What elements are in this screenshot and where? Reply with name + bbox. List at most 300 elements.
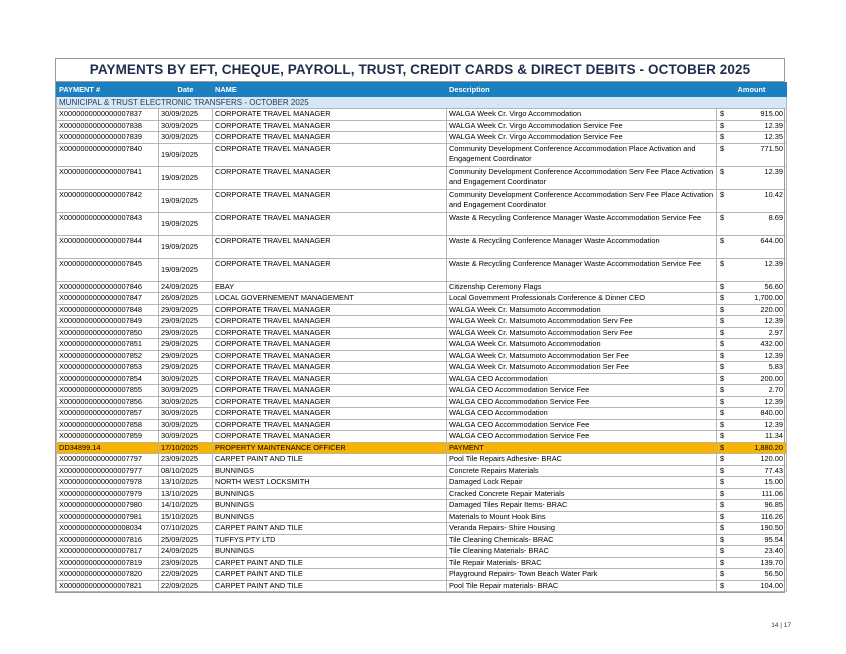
amount-cell — [717, 235, 787, 258]
currency-symbol: $ — [720, 534, 725, 544]
description-cell: Veranda Repairs- Shire Housing — [447, 523, 717, 535]
amount-value: 116.26 — [760, 511, 783, 521]
date-cell: 22/09/2025 — [159, 569, 213, 581]
amount-value: 12.39 — [764, 316, 783, 325]
description-cell: WALGA CEO Accommodation — [447, 373, 717, 385]
payment-number-cell: X0000000000000007851 — [57, 339, 159, 351]
table-row — [57, 534, 787, 546]
table-row — [57, 546, 787, 558]
amount-value: 2.97 — [768, 327, 783, 337]
payee-name-cell: CORPORATE TRAVEL MANAGER — [213, 419, 447, 431]
currency-symbol: $ — [720, 385, 725, 394]
payee-name-cell: CORPORATE TRAVEL MANAGER — [213, 316, 447, 328]
date-cell: 22/09/2025 — [159, 580, 213, 592]
table-row — [57, 339, 787, 351]
table-row — [57, 373, 787, 385]
date-cell: 30/09/2025 — [159, 419, 213, 431]
currency-symbol: $ — [720, 212, 725, 222]
currency-symbol: $ — [720, 109, 725, 118]
table-row — [57, 557, 787, 569]
date-cell: 30/09/2025 — [159, 132, 213, 144]
payment-number-cell: X0000000000000007846 — [57, 281, 159, 293]
date-cell: 30/09/2025 — [159, 431, 213, 443]
currency-symbol: $ — [720, 442, 725, 452]
currency-symbol: $ — [720, 500, 725, 509]
amount-value: 56.60 — [764, 281, 783, 291]
date-cell: 13/10/2025 — [159, 488, 213, 500]
table-row — [57, 454, 787, 466]
description-cell: WALGA Week Cr. Matsumoto Accommodation — [447, 339, 717, 351]
payment-number-cell: X0000000000000007977 — [57, 465, 159, 477]
payee-name-cell: CORPORATE TRAVEL MANAGER — [213, 143, 447, 166]
currency-symbol: $ — [720, 546, 725, 555]
amount-cell — [717, 546, 787, 558]
amount-cell — [717, 362, 787, 374]
payment-number-cell: X0000000000000007979 — [57, 488, 159, 500]
table-row — [57, 293, 787, 305]
table-row — [57, 465, 787, 477]
amount-value: 5.83 — [768, 362, 783, 371]
payment-number-cell: X0000000000000007819 — [57, 557, 159, 569]
table-row — [57, 327, 787, 339]
date-cell: 26/09/2025 — [159, 293, 213, 305]
currency-symbol: $ — [720, 132, 725, 141]
amount-value: 15.00 — [764, 477, 783, 486]
payment-number-cell: X0000000000000007849 — [57, 316, 159, 328]
amount-value: 139.70 — [760, 557, 783, 567]
payee-name-cell: CORPORATE TRAVEL MANAGER — [213, 408, 447, 420]
payment-number-cell: X0000000000000007852 — [57, 350, 159, 362]
amount-cell — [717, 419, 787, 431]
table-row — [57, 166, 787, 189]
table-row — [57, 304, 787, 316]
amount-cell — [717, 212, 787, 235]
payment-number-cell: X0000000000000007844 — [57, 235, 159, 258]
payment-number-cell: X0000000000000007858 — [57, 419, 159, 431]
amount-value: 12.39 — [764, 419, 783, 429]
amount-value: 644.00 — [760, 235, 783, 245]
date-cell: 08/10/2025 — [159, 465, 213, 477]
amount-cell — [717, 408, 787, 420]
amount-cell — [717, 109, 787, 121]
currency-symbol: $ — [720, 465, 725, 475]
description-cell: WALGA Week Cr. Matsumoto Accommodation Serv Fee — [447, 316, 717, 328]
currency-symbol: $ — [720, 431, 725, 440]
currency-symbol: $ — [720, 477, 725, 486]
payee-name-cell: BUNNINGS — [213, 488, 447, 500]
payment-number-cell: X0000000000000007854 — [57, 373, 159, 385]
description-cell: Community Development Conference Accommodation Serv Fee Place Activation and Engagement Coordinator — [447, 189, 717, 212]
payee-name-cell: CORPORATE TRAVEL MANAGER — [213, 350, 447, 362]
table-row — [57, 109, 787, 121]
amount-value: 432.00 — [760, 339, 783, 348]
payment-number-cell: X0000000000000007980 — [57, 500, 159, 512]
amount-cell — [717, 580, 787, 592]
currency-symbol: $ — [720, 293, 725, 302]
amount-value: 8.69 — [768, 212, 783, 222]
amount-value: 220.00 — [760, 304, 783, 314]
currency-symbol: $ — [720, 454, 725, 463]
description-cell: Tile Cleaning Chemicals- BRAC — [447, 534, 717, 546]
payment-number-cell: X0000000000000007853 — [57, 362, 159, 374]
description-cell: WALGA Week Cr. Matsumoto Accommodation Ser Fee — [447, 362, 717, 374]
currency-symbol: $ — [720, 419, 725, 429]
payment-number-cell: X0000000000000007978 — [57, 477, 159, 489]
payment-number-cell: X0000000000000007842 — [57, 189, 159, 212]
date-cell: 29/09/2025 — [159, 304, 213, 316]
description-cell: Damaged Lock Repair — [447, 477, 717, 489]
amount-value: 12.39 — [764, 166, 783, 176]
date-cell: 07/10/2025 — [159, 523, 213, 535]
payee-name-cell: CORPORATE TRAVEL MANAGER — [213, 339, 447, 351]
payee-name-cell: CORPORATE TRAVEL MANAGER — [213, 109, 447, 121]
payment-number-cell: X0000000000000007816 — [57, 534, 159, 546]
amount-value: 771.50 — [760, 143, 783, 153]
currency-symbol: $ — [720, 557, 725, 567]
amount-cell — [717, 477, 787, 489]
payment-number-cell: X0000000000000007857 — [57, 408, 159, 420]
currency-symbol: $ — [720, 235, 725, 245]
table-row — [57, 580, 787, 592]
currency-symbol: $ — [720, 373, 725, 383]
amount-cell — [717, 350, 787, 362]
date-cell: 14/10/2025 — [159, 500, 213, 512]
payee-name-cell: CORPORATE TRAVEL MANAGER — [213, 327, 447, 339]
date-cell: 30/09/2025 — [159, 120, 213, 132]
amount-cell — [717, 339, 787, 351]
description-cell: Waste & Recycling Conference Manager Waste Accommodation — [447, 235, 717, 258]
payment-number-cell: X0000000000000007797 — [57, 454, 159, 466]
table-row — [57, 431, 787, 443]
date-cell: 30/09/2025 — [159, 373, 213, 385]
currency-symbol: $ — [720, 166, 725, 176]
payee-name-cell: BUNNINGS — [213, 546, 447, 558]
section-label: MUNICIPAL & TRUST ELECTRONIC TRANSFERS - OCTOBER 2025 — [57, 97, 787, 109]
currency-symbol: $ — [720, 339, 725, 348]
amount-cell — [717, 523, 787, 535]
table-row — [57, 189, 787, 212]
table-row — [57, 235, 787, 258]
payee-name-cell: CORPORATE TRAVEL MANAGER — [213, 166, 447, 189]
amount-cell — [717, 511, 787, 523]
description-cell: Citizenship Ceremony Flags — [447, 281, 717, 293]
description-cell: Pool Tile Repair materials- BRAC — [447, 580, 717, 592]
table-row — [57, 396, 787, 408]
payee-name-cell: TUFFYS PTY LTD — [213, 534, 447, 546]
amount-value: 12.39 — [764, 350, 783, 360]
table-row — [57, 477, 787, 489]
description-cell: Tile Repair Materials- BRAC — [447, 557, 717, 569]
amount-value: 77.43 — [764, 465, 783, 475]
description-cell: Tile Cleaning Materials- BRAC — [447, 546, 717, 558]
date-cell: 25/09/2025 — [159, 534, 213, 546]
description-cell: WALGA Week Cr. Virgo Accommodation Service Fee — [447, 132, 717, 144]
date-cell: 24/09/2025 — [159, 546, 213, 558]
currency-symbol: $ — [720, 511, 725, 521]
column-header-amount: Amount — [717, 83, 787, 97]
amount-value: 95.54 — [764, 534, 783, 544]
amount-value: 1,700.00 — [754, 293, 783, 302]
currency-symbol: $ — [720, 396, 725, 406]
date-cell: 19/09/2025 — [159, 258, 213, 281]
date-cell: 29/09/2025 — [159, 327, 213, 339]
amount-cell — [717, 442, 787, 454]
payee-name-cell: CARPET PAINT AND TILE — [213, 580, 447, 592]
date-cell: 19/09/2025 — [159, 189, 213, 212]
table-row — [57, 143, 787, 166]
amount-cell — [717, 258, 787, 281]
date-cell: 15/10/2025 — [159, 511, 213, 523]
payment-number-cell: X0000000000000007848 — [57, 304, 159, 316]
column-header-payment: PAYMENT # — [57, 83, 159, 97]
currency-symbol: $ — [720, 316, 725, 325]
description-cell: Damaged Tiles Repair Items- BRAC — [447, 500, 717, 512]
payee-name-cell: CORPORATE TRAVEL MANAGER — [213, 258, 447, 281]
amount-cell — [717, 293, 787, 305]
page-number: 14 | 17 — [771, 622, 791, 629]
description-cell: WALGA Week Cr. Virgo Accommodation Service Fee — [447, 120, 717, 132]
date-cell: 29/09/2025 — [159, 339, 213, 351]
amount-cell — [717, 327, 787, 339]
description-cell: WALGA CEO Accommodation Service Fee — [447, 431, 717, 443]
currency-symbol: $ — [720, 580, 725, 590]
date-cell: 30/09/2025 — [159, 396, 213, 408]
table-row — [57, 316, 787, 328]
payment-number-cell: X0000000000000007845 — [57, 258, 159, 281]
table-row — [57, 523, 787, 535]
amount-value: 120.00 — [760, 454, 783, 463]
payment-number-cell: DD34899.14 — [57, 442, 159, 454]
currency-symbol: $ — [720, 189, 725, 199]
payment-number-cell: X0000000000000007840 — [57, 143, 159, 166]
description-cell: WALGA CEO Accommodation — [447, 408, 717, 420]
table-row — [57, 350, 787, 362]
section-row — [57, 97, 787, 109]
amount-cell — [717, 569, 787, 581]
date-cell: 13/10/2025 — [159, 477, 213, 489]
date-cell: 24/09/2025 — [159, 281, 213, 293]
payment-number-cell: X0000000000000007821 — [57, 580, 159, 592]
table-header-row — [57, 83, 787, 97]
table-row — [57, 569, 787, 581]
amount-cell — [717, 304, 787, 316]
table-row — [57, 408, 787, 420]
payee-name-cell: EBAY — [213, 281, 447, 293]
payment-number-cell: X0000000000000007843 — [57, 212, 159, 235]
description-cell: Community Development Conference Accommodation Serv Fee Place Activation and Engagement Coordinator — [447, 166, 717, 189]
payment-number-cell: X0000000000000007847 — [57, 293, 159, 305]
currency-symbol: $ — [720, 258, 725, 268]
amount-value: 12.39 — [764, 396, 783, 406]
payee-name-cell: CORPORATE TRAVEL MANAGER — [213, 120, 447, 132]
date-cell: 29/09/2025 — [159, 362, 213, 374]
table-row — [57, 385, 787, 397]
amount-cell — [717, 488, 787, 500]
payee-name-cell: CORPORATE TRAVEL MANAGER — [213, 396, 447, 408]
amount-value: 12.39 — [764, 120, 783, 130]
payment-number-cell: X0000000000000007820 — [57, 569, 159, 581]
payment-number-cell: X0000000000000007850 — [57, 327, 159, 339]
column-header-description: Description — [447, 83, 717, 97]
payee-name-cell: CARPET PAINT AND TILE — [213, 569, 447, 581]
description-cell: Community Development Conference Accommodation Place Activation and Engagement Coordinator — [447, 143, 717, 166]
amount-cell — [717, 431, 787, 443]
date-cell: 30/09/2025 — [159, 408, 213, 420]
payee-name-cell: BUNNINGS — [213, 465, 447, 477]
description-cell: Materials to Mount Hook Bins — [447, 511, 717, 523]
description-cell: WALGA Week Cr. Matsumoto Accommodation Ser Fee — [447, 350, 717, 362]
amount-cell — [717, 385, 787, 397]
payee-name-cell: BUNNINGS — [213, 511, 447, 523]
date-cell: 29/09/2025 — [159, 316, 213, 328]
payee-name-cell: CORPORATE TRAVEL MANAGER — [213, 189, 447, 212]
payee-name-cell: BUNNINGS — [213, 500, 447, 512]
payments-table — [56, 82, 787, 592]
amount-cell — [717, 396, 787, 408]
amount-value: 10.42 — [764, 189, 783, 199]
currency-symbol: $ — [720, 362, 725, 371]
page-title: PAYMENTS BY EFT, CHEQUE, PAYROLL, TRUST, CREDIT CARDS & DIRECT DEBITS - OCTOBER 2025 — [56, 59, 784, 82]
description-cell: WALGA CEO Accommodation Service Fee — [447, 385, 717, 397]
amount-cell — [717, 534, 787, 546]
payee-name-cell: CORPORATE TRAVEL MANAGER — [213, 385, 447, 397]
amount-value: 915.00 — [760, 109, 783, 118]
amount-value: 11.34 — [765, 431, 783, 440]
payee-name-cell: NORTH WEST LOCKSMITH — [213, 477, 447, 489]
description-cell: Cracked Concrete Repair Materials — [447, 488, 717, 500]
amount-cell — [717, 373, 787, 385]
currency-symbol: $ — [720, 408, 725, 417]
payment-number-cell: X0000000000000007838 — [57, 120, 159, 132]
amount-cell — [717, 120, 787, 132]
amount-value: 56.50 — [764, 569, 783, 578]
column-header-name: NAME — [213, 83, 447, 97]
payee-name-cell: CORPORATE TRAVEL MANAGER — [213, 132, 447, 144]
date-cell: 23/09/2025 — [159, 454, 213, 466]
table-row — [57, 258, 787, 281]
date-cell: 30/09/2025 — [159, 385, 213, 397]
amount-value: 23.40 — [764, 546, 783, 555]
amount-value: 190.50 — [760, 523, 783, 532]
date-cell: 19/09/2025 — [159, 143, 213, 166]
currency-symbol: $ — [720, 523, 725, 532]
amount-cell — [717, 500, 787, 512]
currency-symbol: $ — [720, 569, 725, 578]
description-cell: Concrete Repairs Materials — [447, 465, 717, 477]
currency-symbol: $ — [720, 304, 725, 314]
payee-name-cell: CORPORATE TRAVEL MANAGER — [213, 304, 447, 316]
table-row — [57, 442, 787, 454]
column-header-date: Date — [159, 83, 213, 97]
currency-symbol: $ — [720, 143, 725, 153]
table-row — [57, 132, 787, 144]
date-cell: 19/09/2025 — [159, 212, 213, 235]
date-cell: 17/10/2025 — [159, 442, 213, 454]
payment-number-cell: X0000000000000007817 — [57, 546, 159, 558]
currency-symbol: $ — [720, 120, 725, 130]
payments-sheet — [55, 58, 785, 593]
payee-name-cell: CARPET PAINT AND TILE — [213, 523, 447, 535]
payment-number-cell: X0000000000000007841 — [57, 166, 159, 189]
description-cell: Playground Repairs- Town Beach Water Park — [447, 569, 717, 581]
amount-cell — [717, 132, 787, 144]
description-cell: Waste & Recycling Conference Manager Waste Accommodation Service Fee — [447, 212, 717, 235]
payee-name-cell: CORPORATE TRAVEL MANAGER — [213, 431, 447, 443]
payee-name-cell: CORPORATE TRAVEL MANAGER — [213, 235, 447, 258]
payee-name-cell: CARPET PAINT AND TILE — [213, 557, 447, 569]
amount-value: 111.06 — [761, 488, 783, 498]
amount-value: 104.00 — [760, 580, 783, 590]
currency-symbol: $ — [720, 350, 725, 360]
description-cell: PAYMENT — [447, 442, 717, 454]
amount-value: 200.00 — [760, 373, 783, 383]
amount-value: 1,880.20 — [754, 442, 783, 452]
currency-symbol: $ — [720, 488, 725, 498]
amount-value: 96.85 — [764, 500, 783, 509]
description-cell: WALGA Week Cr. Matsumoto Accommodation Serv Fee — [447, 327, 717, 339]
payee-name-cell: CARPET PAINT AND TILE — [213, 454, 447, 466]
table-row — [57, 120, 787, 132]
amount-value: 12.35 — [764, 132, 783, 141]
table-row — [57, 281, 787, 293]
date-cell: 23/09/2025 — [159, 557, 213, 569]
amount-cell — [717, 454, 787, 466]
amount-cell — [717, 316, 787, 328]
table-row — [57, 500, 787, 512]
description-cell: Pool Tile Repairs Adhesive- BRAC — [447, 454, 717, 466]
table-row — [57, 419, 787, 431]
description-cell: WALGA CEO Accommodation Service Fee — [447, 396, 717, 408]
description-cell: WALGA Week Cr. Matsumoto Accommodation — [447, 304, 717, 316]
table-row — [57, 488, 787, 500]
amount-cell — [717, 189, 787, 212]
payee-name-cell: CORPORATE TRAVEL MANAGER — [213, 212, 447, 235]
payment-number-cell: X0000000000000007981 — [57, 511, 159, 523]
table-row — [57, 362, 787, 374]
payment-number-cell: X0000000000000007856 — [57, 396, 159, 408]
amount-cell — [717, 465, 787, 477]
description-cell: Waste & Recycling Conference Manager Waste Accommodation Service Fee — [447, 258, 717, 281]
payee-name-cell: CORPORATE TRAVEL MANAGER — [213, 373, 447, 385]
payment-number-cell: X0000000000000007855 — [57, 385, 159, 397]
payment-number-cell: X0000000000000007837 — [57, 109, 159, 121]
payment-number-cell: X0000000000000007859 — [57, 431, 159, 443]
payment-number-cell: X0000000000000008034 — [57, 523, 159, 535]
currency-symbol: $ — [720, 327, 725, 337]
description-cell: Local Government Professionals Conference & Dinner CEO — [447, 293, 717, 305]
date-cell: 30/09/2025 — [159, 109, 213, 121]
amount-value: 840.00 — [760, 408, 783, 417]
payee-name-cell: LOCAL GOVERNEMENT MANAGEMENT — [213, 293, 447, 305]
amount-value: 12.39 — [764, 258, 783, 268]
date-cell: 19/09/2025 — [159, 235, 213, 258]
date-cell: 19/09/2025 — [159, 166, 213, 189]
date-cell: 29/09/2025 — [159, 350, 213, 362]
currency-symbol: $ — [720, 281, 725, 291]
payee-name-cell: CORPORATE TRAVEL MANAGER — [213, 362, 447, 374]
payment-number-cell: X0000000000000007839 — [57, 132, 159, 144]
description-cell: WALGA CEO Accommodation Service Fee — [447, 419, 717, 431]
payee-name-cell: PROPERTY MAINTENANCE OFFICER — [213, 442, 447, 454]
amount-cell — [717, 557, 787, 569]
table-row — [57, 511, 787, 523]
description-cell: WALGA Week Cr. Virgo Accommodation — [447, 109, 717, 121]
amount-value: 2.70 — [768, 385, 783, 394]
table-row — [57, 212, 787, 235]
amount-cell — [717, 281, 787, 293]
amount-cell — [717, 143, 787, 166]
amount-cell — [717, 166, 787, 189]
